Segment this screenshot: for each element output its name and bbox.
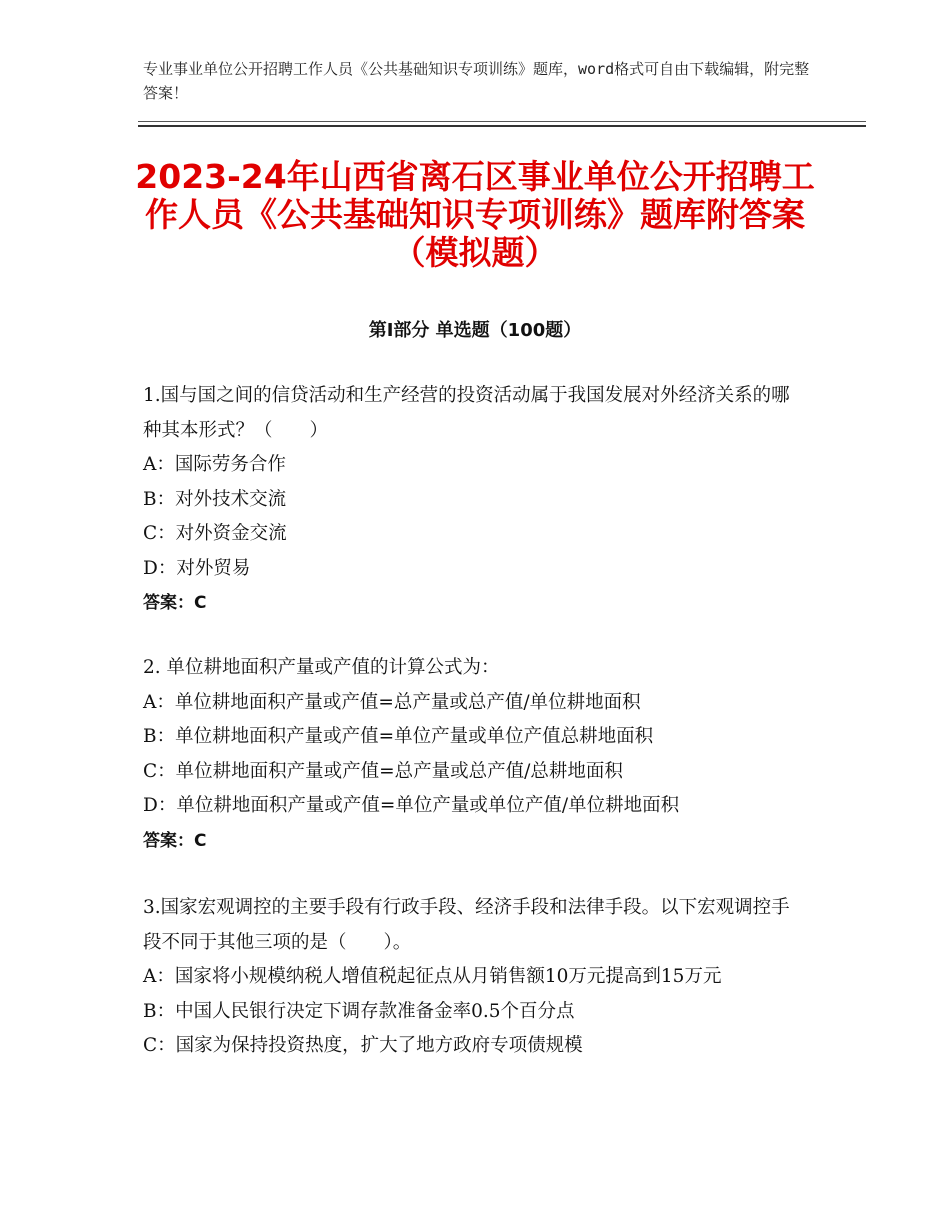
question-stem: 2. 单位耕地面积产量或产值的计算公式为： — [143, 657, 500, 678]
question-stem: 3.国家宏观调控的主要手段有行政手段、经济手段和法律手段。以下宏观调控手段不同于其他三项的是（ ）。 — [143, 897, 790, 953]
option-a: A：国家将小规模纳税人增值税起征点从月销售额10万元提高到15万元 — [143, 966, 722, 987]
option-a: A：国际劳务合作 — [143, 454, 286, 475]
document-title: 2023-24年山西省离石区事业单位公开招聘工作人员《公共基础知识专项训练》题库附答案（模拟题） — [135, 157, 815, 272]
answer: 答案：C — [143, 830, 207, 851]
question-2 — [143, 651, 803, 858]
section-title: 第Ⅰ部分 单选题（100题） — [368, 320, 582, 341]
option-b: B：单位耕地面积产量或产值=单位产量或单位产值总耕地面积 — [143, 726, 654, 747]
option-b: B：对外技术交流 — [143, 488, 287, 510]
header-divider-thick — [138, 125, 866, 127]
option-c: C：单位耕地面积产量或产值=总产量或总产值/总耕地面积 — [143, 760, 623, 782]
option-b: B：中国人民银行决定下调存款准备金率0.5个百分点 — [143, 1000, 575, 1022]
option-d: D：单位耕地面积产量或产值=单位产量或单位产值/单位耕地面积 — [143, 795, 680, 816]
question-stem: 1.国与国之间的信贷活动和生产经营的投资活动属于我国发展对外经济关系的哪种其本形式？（ ） — [143, 385, 790, 441]
option-c: C：对外资金交流 — [143, 523, 287, 544]
question-3 — [143, 891, 803, 1064]
answer: 答案：C — [143, 593, 207, 613]
option-d: D：对外贸易 — [143, 557, 251, 579]
option-a: A：单位耕地面积产量或产值=总产量或总产值/单位耕地面积 — [143, 691, 641, 713]
question-1 — [143, 379, 803, 621]
option-c: C：国家为保持投资热度，扩大了地方政府专项债规模 — [143, 1035, 583, 1056]
header-divider-thin — [138, 121, 866, 122]
header-note: 专业事业单位公开招聘工作人员《公共基础知识专项训练》题库，word格式可自由下载编辑，附完整答案！ — [143, 60, 810, 102]
